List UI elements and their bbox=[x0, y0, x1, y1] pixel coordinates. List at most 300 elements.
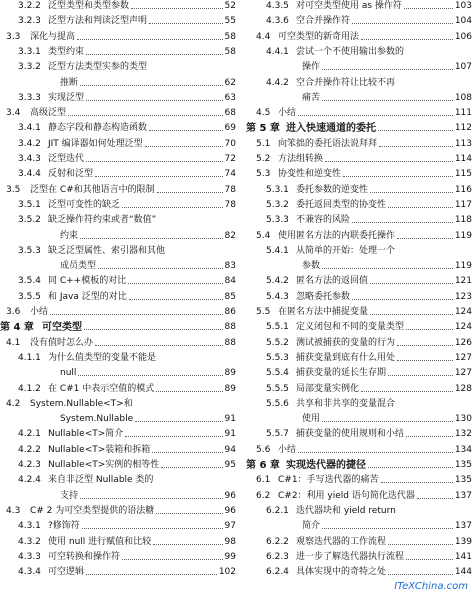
toc-entry-title: 类型约束 bbox=[48, 46, 85, 57]
toc-entry-title: 向笨拙的委托语法说拜拜 bbox=[278, 138, 378, 149]
toc-page-number: 84 bbox=[224, 276, 236, 287]
toc-entry bbox=[0, 521, 236, 532]
toc-leader-dots bbox=[406, 559, 453, 560]
toc-entry bbox=[240, 445, 472, 456]
toc-page-number: 134 bbox=[454, 444, 472, 455]
toc-entry-number: 第 5 章 bbox=[246, 123, 280, 135]
toc-entry-title: 静态字段和静态构造函数 bbox=[48, 123, 148, 134]
toc-entry-number: 4.3.2 bbox=[18, 536, 41, 547]
toc-entry-number: 3.3 bbox=[6, 31, 21, 42]
toc-entry bbox=[240, 521, 472, 532]
toc-leader-dots bbox=[397, 345, 453, 346]
toc-page-number: 115 bbox=[454, 169, 472, 180]
toc-entry-title: 来自非泛型 Nullable 类的 bbox=[48, 475, 154, 486]
toc-leader-dots bbox=[152, 452, 222, 453]
toc-entry-title: 观察迭代器的工作流程 bbox=[296, 536, 387, 547]
toc-entry-number: 5.2 bbox=[256, 154, 271, 164]
toc-leader-dots bbox=[388, 375, 453, 376]
toc-entry bbox=[0, 445, 236, 456]
toc-leader-dots bbox=[131, 8, 223, 9]
toc-entry-title: 使用 null 进行赋值和比较 bbox=[48, 536, 152, 547]
toc-entry-title: Nullable<T>简介 bbox=[48, 429, 124, 440]
toc-leader-dots bbox=[352, 23, 453, 24]
toc-entry-title: 支持 bbox=[60, 490, 79, 501]
toc-entry-title: 缺乏泛型属性、索引器和其他 bbox=[48, 245, 166, 256]
toc-entry-title: 泛型迭代 bbox=[48, 154, 85, 164]
toc-leader-dots bbox=[388, 574, 453, 575]
toc-leader-dots bbox=[298, 452, 453, 453]
toc-page-number: 128 bbox=[454, 383, 472, 394]
toc-entry bbox=[0, 276, 236, 287]
toc-entry bbox=[240, 537, 472, 548]
toc-entry-title: 可空逻辑 bbox=[48, 567, 85, 578]
toc-entry-title: 为什么值类型的变量不能是 bbox=[48, 352, 157, 363]
toc-page-number: 85 bbox=[224, 291, 236, 302]
toc-entry-title: 成员类型 bbox=[60, 261, 97, 272]
toc-leader-dots bbox=[417, 498, 453, 499]
toc-page-number: 68 bbox=[224, 108, 236, 119]
toc-page-number: 62 bbox=[224, 77, 236, 88]
toc-entry-title: 泛型在 C#和其他语言中的限制 bbox=[30, 184, 155, 195]
toc-chapter-entry bbox=[240, 123, 472, 134]
toc-entry bbox=[0, 567, 236, 578]
toc-page-number: 121 bbox=[454, 276, 472, 287]
toc-leader-dots bbox=[98, 268, 223, 269]
toc-entry-title: 小结 bbox=[278, 108, 297, 119]
toc-entry-title: 捕获变量的使用规则和小结 bbox=[296, 429, 405, 440]
toc-page-number: 86 bbox=[224, 307, 236, 317]
toc-leader-dots bbox=[378, 130, 453, 131]
toc-entry-title: 没有值时怎么办 bbox=[30, 337, 94, 348]
toc-entry bbox=[240, 215, 472, 226]
toc-entry-number: 4.2.4 bbox=[18, 475, 41, 486]
toc-entry-number: 6.2.1 bbox=[266, 505, 289, 516]
toc-entry-title: 可空转换和操作符 bbox=[48, 551, 121, 562]
toc-entry-number: 4.3.4 bbox=[18, 567, 41, 578]
toc-page-number: 137 bbox=[454, 490, 472, 501]
toc-leader-dots bbox=[86, 54, 223, 55]
toc-leader-dots bbox=[388, 207, 453, 208]
toc-entry-title: 具体实现中的奇特之处 bbox=[296, 567, 387, 578]
toc-entry bbox=[0, 353, 236, 364]
toc-entry-title: 捕获变量的延长生存期 bbox=[296, 368, 387, 379]
toc-entry-title: Nullable<T>实例的相等性 bbox=[48, 460, 160, 470]
toc-page-number: 135 bbox=[454, 460, 472, 470]
toc-entry bbox=[0, 399, 236, 410]
toc-entry-number: 3.3.3 bbox=[18, 92, 41, 103]
toc-entry bbox=[0, 552, 236, 563]
toc-entry-number: 3.4.2 bbox=[18, 138, 41, 149]
toc-entry bbox=[0, 169, 236, 180]
toc-page-number: 72 bbox=[224, 154, 236, 164]
toc-page-number: 113 bbox=[454, 138, 472, 149]
toc-leader-dots bbox=[397, 360, 453, 361]
toc-entry bbox=[240, 32, 472, 43]
toc-entry bbox=[240, 246, 472, 257]
toc-page-number: 118 bbox=[454, 215, 472, 226]
toc-entry-number: 5.5 bbox=[256, 307, 271, 317]
toc-entry bbox=[240, 78, 472, 89]
toc-entry-number: 6.1 bbox=[256, 475, 271, 486]
toc-leader-dots bbox=[122, 207, 223, 208]
toc-page-number: 78 bbox=[224, 184, 236, 195]
toc-entry bbox=[240, 231, 472, 242]
toc-entry-title: 参数 bbox=[302, 261, 321, 272]
toc-page-number: 119 bbox=[454, 230, 472, 241]
toc-page-number: 117 bbox=[454, 199, 472, 210]
toc-entry-title: 操作 bbox=[302, 62, 321, 73]
toc-leader-dots bbox=[84, 329, 223, 330]
toc-entry bbox=[240, 261, 472, 272]
toc-entry bbox=[0, 368, 236, 379]
toc-entry-number: 4.3 bbox=[6, 505, 21, 516]
toc-entry-title: 和 Java 泛型的对比 bbox=[48, 291, 127, 302]
toc-entry-title: System.Nullable bbox=[60, 414, 134, 425]
toc-leader-dots bbox=[78, 375, 222, 376]
toc-leader-dots bbox=[352, 222, 453, 223]
toc-entry bbox=[240, 93, 472, 104]
toc-leader-dots bbox=[361, 39, 453, 40]
toc-entry-number: 第 4 章 bbox=[0, 322, 34, 334]
toc-entry-number: 4.3.3 bbox=[18, 551, 41, 562]
toc-entry-title: 深化与提高 bbox=[30, 31, 76, 42]
toc-page-number: 141 bbox=[454, 551, 472, 562]
toc-entry bbox=[0, 78, 236, 89]
toc-page-number: 114 bbox=[454, 154, 472, 164]
toc-entry-number: 4.1.2 bbox=[18, 383, 41, 394]
toc-entry bbox=[0, 154, 236, 165]
toc-leader-dots bbox=[343, 176, 453, 177]
toc-entry bbox=[240, 338, 472, 349]
toc-entry-title: 迭代器块和 yield return bbox=[296, 505, 396, 516]
toc-entry-number: 6.2.4 bbox=[266, 567, 289, 578]
toc-leader-dots bbox=[322, 528, 453, 529]
toc-leader-dots bbox=[77, 39, 223, 40]
toc-entry bbox=[0, 185, 236, 196]
toc-entry-number: 3.4.1 bbox=[18, 123, 41, 134]
toc-entry-number: 4.2.2 bbox=[18, 444, 41, 455]
toc-entry-title: 小结 bbox=[278, 444, 297, 455]
toc-entry bbox=[240, 552, 472, 563]
toc-leader-dots bbox=[95, 345, 223, 346]
toc-page-number: 119 bbox=[454, 261, 472, 272]
toc-entry-title: 简介 bbox=[302, 521, 321, 532]
toc-page-number: 58 bbox=[224, 46, 236, 57]
toc-page-number: 70 bbox=[224, 138, 236, 149]
toc-page-number: 88 bbox=[224, 322, 236, 333]
toc-entry-title: 同 C++模板的对比 bbox=[48, 276, 127, 287]
toc-entry-number: 5.4.3 bbox=[266, 291, 289, 302]
toc-entry bbox=[240, 185, 472, 196]
toc-leader-dots bbox=[86, 574, 217, 575]
toc-entry bbox=[0, 108, 236, 119]
toc-entry bbox=[0, 292, 236, 303]
toc-entry bbox=[240, 399, 472, 410]
toc-entry bbox=[240, 384, 472, 395]
toc-page-number: 63 bbox=[224, 92, 236, 103]
toc-page-number: 91 bbox=[224, 414, 236, 425]
toc-page-number: 103 bbox=[454, 1, 472, 11]
toc-leader-dots bbox=[153, 544, 222, 545]
toc-entry-number: 3.5.1 bbox=[18, 199, 41, 210]
toc-entry bbox=[0, 384, 236, 395]
toc-entry-number: 5.5.1 bbox=[266, 322, 289, 333]
toc-entry-title: 方法组转换 bbox=[278, 154, 324, 164]
toc-entry-title: 使用匿名方法的内联委托操作 bbox=[278, 230, 396, 241]
toc-chapter-entry bbox=[240, 460, 472, 471]
toc-entry-title: 缺乏操作符约束或者“数值” bbox=[48, 215, 157, 226]
toc-entry bbox=[240, 506, 472, 517]
toc-leader-dots bbox=[404, 8, 453, 9]
toc-entry-title: 使用 bbox=[302, 414, 321, 425]
toc-entry-title: 测试被捕获的变量的行为 bbox=[296, 337, 396, 348]
toc-entry-number: 5.3.3 bbox=[266, 215, 289, 226]
toc-leader-dots bbox=[370, 314, 453, 315]
toc-entry bbox=[240, 200, 472, 211]
toc-page-number: 78 bbox=[224, 199, 236, 210]
toc-entry bbox=[0, 47, 236, 58]
toc-entry-title: 反射和泛型 bbox=[48, 169, 94, 180]
toc-page-number: 52 bbox=[224, 1, 236, 11]
toc-entry bbox=[240, 292, 472, 303]
toc-entry bbox=[240, 62, 472, 73]
toc-entry-number: 4.4.1 bbox=[266, 46, 289, 57]
toc-entry bbox=[0, 215, 236, 226]
toc-entry-number: 5.3 bbox=[256, 169, 271, 180]
toc-page-number: 108 bbox=[454, 92, 472, 103]
toc-entry-number: 3.6 bbox=[6, 307, 21, 317]
toc-page-number: 55 bbox=[224, 16, 236, 27]
toc-entry-number: 6.2.3 bbox=[266, 551, 289, 562]
toc-leader-dots bbox=[80, 498, 223, 499]
toc-leader-dots bbox=[122, 559, 223, 560]
toc-entry-title: 泛型可变性的缺乏 bbox=[48, 199, 121, 210]
toc-entry-title: 痛苦 bbox=[302, 92, 321, 103]
toc-page-number: 82 bbox=[224, 230, 236, 241]
toc-entry-title: C#1：手写迭代器的痛苦 bbox=[278, 475, 379, 486]
toc-page-number: 98 bbox=[224, 536, 236, 547]
toc-entry-title: C#2：利用 yield 语句简化迭代器 bbox=[278, 490, 415, 501]
toc-leader-dots bbox=[80, 85, 223, 86]
toc-entry-number: 5.5.6 bbox=[266, 398, 289, 409]
toc-entry-number: 4.2 bbox=[6, 398, 21, 409]
toc-page-number: 96 bbox=[224, 505, 236, 516]
toc-page-number: 123 bbox=[454, 291, 472, 302]
toc-page-number: 104 bbox=[454, 16, 472, 27]
toc-leader-dots bbox=[161, 467, 222, 468]
toc-entry-number: 5.5.5 bbox=[266, 383, 289, 394]
toc-entry bbox=[0, 139, 236, 150]
toc-entry-title: 委托参数的逆变性 bbox=[296, 184, 369, 195]
toc-entry-title: 可空类型 bbox=[42, 322, 82, 334]
toc-leader-dots bbox=[322, 268, 453, 269]
toc-entry bbox=[0, 32, 236, 43]
toc-leader-dots bbox=[370, 192, 453, 193]
toc-entry bbox=[240, 154, 472, 165]
toc-entry-title: 局部变量实例化 bbox=[296, 383, 360, 394]
toc-page-number: 99 bbox=[224, 551, 236, 562]
toc-entry-number: 5.3.2 bbox=[266, 199, 289, 210]
toc-leader-dots bbox=[361, 391, 453, 392]
toc-leader-dots bbox=[370, 283, 453, 284]
toc-leader-dots bbox=[406, 436, 453, 437]
toc-leader-dots bbox=[157, 192, 223, 193]
toc-entry-number: 4.5 bbox=[256, 108, 271, 119]
toc-page-number: 132 bbox=[454, 429, 472, 440]
toc-entry-title: 对可空类型使用 as 操作符 bbox=[296, 1, 402, 11]
watermark: ITeXChina.com bbox=[394, 581, 468, 592]
toc-entry bbox=[0, 537, 236, 548]
toc-entry-number: 5.5.3 bbox=[266, 352, 289, 363]
toc-entry-title: 实现泛型 bbox=[48, 92, 85, 103]
toc-entry-number: 5.1 bbox=[256, 138, 271, 149]
toc-entry bbox=[0, 62, 236, 73]
toc-entry-title: 从简单的开始：处理一个 bbox=[296, 245, 396, 256]
toc-leader-dots bbox=[86, 100, 223, 101]
toc-entry-number: 3.3.2 bbox=[18, 62, 41, 73]
toc-leader-dots bbox=[352, 299, 453, 300]
toc-entry bbox=[0, 200, 236, 211]
toc-entry bbox=[240, 414, 472, 425]
toc-entry bbox=[240, 169, 472, 180]
toc-entry-title: 定义闭包和不同的变量类型 bbox=[296, 322, 405, 333]
toc-entry bbox=[240, 353, 472, 364]
toc-entry bbox=[240, 139, 472, 150]
toc-entry-title: JIT 编译器如何处理泛型 bbox=[48, 138, 143, 149]
toc-leader-dots bbox=[388, 544, 453, 545]
toc-entry-number: 3.2.2 bbox=[18, 1, 41, 11]
toc-entry bbox=[240, 491, 472, 502]
toc-entry-number: 4.1 bbox=[6, 337, 21, 348]
toc-leader-dots bbox=[322, 421, 453, 422]
toc-entry-number: 4.2.3 bbox=[18, 460, 41, 470]
toc-entry bbox=[0, 231, 236, 242]
toc-chapter-entry bbox=[0, 322, 236, 333]
toc-leader-dots bbox=[129, 299, 223, 300]
toc-page-number: 144 bbox=[454, 567, 472, 578]
toc-entry bbox=[0, 506, 236, 517]
toc-entry-number: 5.5.7 bbox=[266, 429, 289, 440]
toc-entry-title: 在 C#1 中表示空值的模式 bbox=[48, 383, 155, 394]
toc-leader-dots bbox=[379, 146, 453, 147]
toc-leader-dots bbox=[125, 436, 222, 437]
toc-entry-title: 在匿名方法中捕捉变量 bbox=[278, 307, 369, 317]
toc-page-number: 94 bbox=[224, 444, 236, 455]
toc-entry bbox=[240, 322, 472, 333]
toc-leader-dots bbox=[322, 100, 453, 101]
toc-entry-title: 约束 bbox=[60, 230, 79, 241]
toc-entry-number: 6.2.2 bbox=[266, 536, 289, 547]
toc-entry bbox=[0, 475, 236, 486]
toc-entry bbox=[0, 307, 236, 318]
toc-entry bbox=[240, 307, 472, 318]
toc-entry-number: 5.5.4 bbox=[266, 368, 289, 379]
toc-entry-title: C# 2 为可空类型提供的语法糖 bbox=[30, 505, 155, 516]
toc-entry bbox=[240, 16, 472, 27]
toc-leader-dots bbox=[397, 238, 453, 239]
toc-entry bbox=[240, 276, 472, 287]
toc-entry-title: 进入快速通道的委托 bbox=[286, 123, 376, 135]
toc-entry-title: 空合并操作符 bbox=[296, 16, 351, 27]
toc-entry-title: 不兼容的风险 bbox=[296, 215, 351, 226]
toc-leader-dots bbox=[149, 130, 223, 131]
toc-entry-number: 3.4 bbox=[6, 108, 21, 119]
toc-entry bbox=[0, 491, 236, 502]
toc-entry-number: 4.4.2 bbox=[266, 77, 289, 88]
toc-entry-title: 匿名方法的返回值 bbox=[296, 276, 369, 287]
toc-leader-dots bbox=[325, 161, 453, 162]
toc-entry bbox=[0, 460, 236, 471]
toc-entry-title: 实现迭代器的捷径 bbox=[286, 460, 366, 471]
toc-entry-title: 空合并操作符让比较不再 bbox=[296, 77, 396, 88]
toc-page-number: 58 bbox=[224, 31, 236, 42]
toc-page-number: 97 bbox=[224, 521, 236, 532]
toc-entry bbox=[0, 1, 236, 12]
toc-page-number: 130 bbox=[454, 414, 472, 425]
toc-entry-number: 3.5.4 bbox=[18, 276, 41, 287]
toc-entry-number: 3.5.2 bbox=[18, 215, 41, 226]
toc-page-number: 91 bbox=[224, 429, 236, 440]
toc-entry-title: 协变性和逆变性 bbox=[278, 169, 342, 180]
toc-entry-number: 第 6 章 bbox=[246, 460, 280, 471]
toc-page-number: 111 bbox=[454, 108, 472, 119]
toc-leader-dots bbox=[156, 391, 222, 392]
toc-entry bbox=[0, 93, 236, 104]
toc-entry-title: null bbox=[60, 368, 77, 379]
toc-page-number: 124 bbox=[454, 322, 472, 333]
toc-entry bbox=[240, 567, 472, 578]
toc-entry bbox=[0, 246, 236, 257]
toc-entry-title: 尝试一个不使用输出参数的 bbox=[296, 46, 405, 57]
toc-entry-title: System.Nullable<T>和 bbox=[30, 398, 133, 409]
toc-page-number: 124 bbox=[454, 307, 472, 317]
toc-page-number: 88 bbox=[224, 337, 236, 348]
toc-entry-number: 5.5.2 bbox=[266, 337, 289, 348]
toc-entry-number: 4.1.1 bbox=[18, 352, 41, 363]
toc-entry-number: 3.2.3 bbox=[18, 16, 41, 27]
toc-entry bbox=[240, 47, 472, 58]
toc-entry bbox=[0, 261, 236, 272]
toc-entry-title: 捕获变量到底有什么用处 bbox=[296, 352, 396, 363]
toc-page-number: 116 bbox=[454, 184, 472, 195]
toc-page-number: 89 bbox=[224, 383, 236, 394]
toc-entry-number: 6.2 bbox=[256, 490, 271, 501]
toc-entry-title: 泛型方法类型实参的类型 bbox=[48, 62, 148, 73]
toc-entry-title: ?修饰符 bbox=[48, 521, 80, 532]
toc-entry-title: Nullable<T>装箱和拆箱 bbox=[48, 444, 151, 455]
toc-leader-dots bbox=[128, 283, 222, 284]
toc-leader-dots bbox=[322, 69, 453, 70]
toc-leader-dots bbox=[80, 238, 223, 239]
toc-leader-dots bbox=[298, 115, 453, 116]
toc-page-number: 127 bbox=[454, 368, 472, 379]
toc-entry-number: 5.3.1 bbox=[266, 184, 289, 195]
toc-entry-number: 5.4.2 bbox=[266, 276, 289, 287]
toc-entry-title: 小结 bbox=[30, 307, 49, 317]
toc-page-number: 127 bbox=[454, 352, 472, 363]
toc-entry-title: 泛型方法和判读泛型声明 bbox=[48, 16, 148, 27]
toc-page-number: 107 bbox=[454, 62, 472, 73]
toc-leader-dots bbox=[82, 528, 223, 529]
toc-entry-number: 4.3.5 bbox=[266, 1, 289, 11]
toc-entry-title: 委托返回类型的协变性 bbox=[296, 199, 387, 210]
toc-page-number: 139 bbox=[454, 536, 472, 547]
toc-page-number: 112 bbox=[454, 123, 472, 134]
toc-entry-title: 推断 bbox=[60, 77, 79, 88]
toc-page-number: 137 bbox=[454, 521, 472, 532]
toc-entry-title: 忽略委托参数 bbox=[296, 291, 351, 302]
toc-leader-dots bbox=[68, 115, 223, 116]
